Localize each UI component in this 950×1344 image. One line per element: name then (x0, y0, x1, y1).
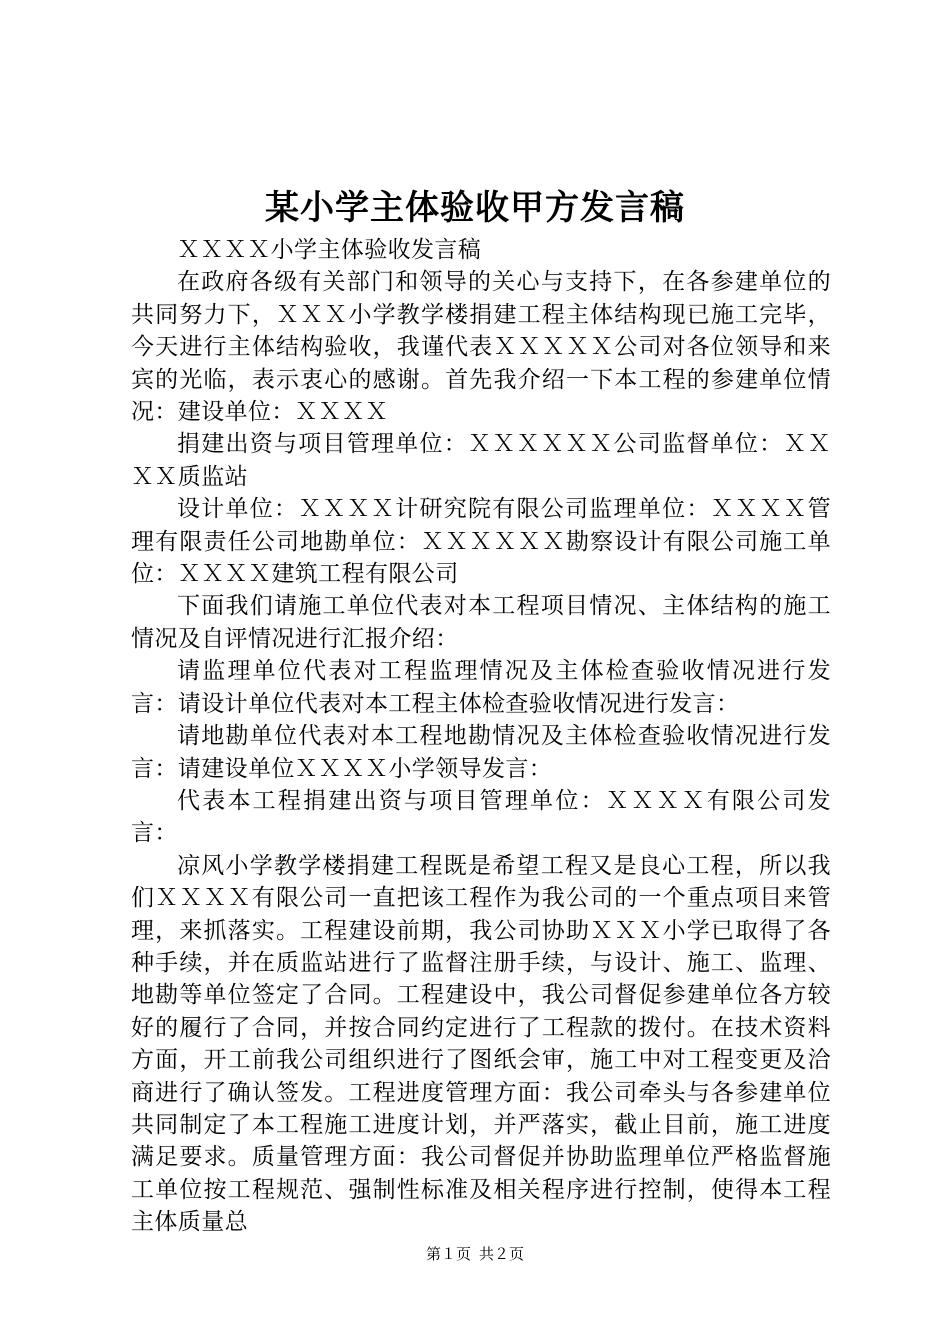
paragraph-funding-unit: 捐建出资与项目管理单位：ＸＸＸＸＸＸ公司监督单位：ＸＸＸＸ质监站 (131, 431, 831, 490)
paragraph-survey-speech: 请地勘单位代表对本工程地勘情况及主体检查验收情况进行发言：请建设单位ＸＸＸＸ小学领导发言： (131, 723, 831, 782)
page-footer (0, 1243, 950, 1265)
paragraph-construction-report: 下面我们请施工单位代表对本工程项目情况、主体结构的施工情况及自评情况进行汇报介绍： (131, 593, 831, 652)
paragraph-supervision-speech: 请监理单位代表对工程监理情况及主体检查验收情况进行发言：请设计单位代表对本工程主体检查验收情况进行发言： (131, 658, 831, 717)
page-number: 第１页 (425, 1245, 471, 1263)
paragraph-company-speech: 代表本工程捐建出资与项目管理单位：ＸＸＸＸ有限公司发言： (131, 787, 831, 847)
document-title: 某小学主体验收甲方发言稿 (265, 188, 685, 228)
paragraph-heading: ＸＸＸＸ小学主体验收发言稿 (177, 237, 482, 263)
paragraph-intro: 在政府各级有关部门和领导的关心与支持下，在各参建单位的共同努力下，ＸＸＸ小学教学楼捐建工程主体结构现已施工完毕，今天进行主体结构验收，我谨代表ＸＸＸＸＸ公司对各位领导和来宾的光临，表示衷心的感谢。首先我介绍一下本工程的参建单位情况：建设单位：ＸＸＸＸ (131, 269, 831, 426)
paragraph-design-unit: 设计单位：ＸＸＸＸ计研究院有限公司监理单位：ＸＸＸＸ管理有限责任公司地勘单位：ＸＸＸＸＸＸ勘察设计有限公司施工单位：ＸＸＸＸ建筑工程有限公司 (131, 496, 831, 588)
document-body (131, 234, 831, 1239)
paragraph-main-speech: 凉风小学教学楼捐建工程既是希望工程又是良心工程，所以我们ＸＸＸＸ有限公司一直把该工程作为我公司的一个重点项目来管理，来抓落实。工程建设前期，我公司协助ＸＸＸ小学已取得了各种手续，并在质监站进行了监督注册手续，与设计、施工、监理、地勘等单位签定了合同。工程建设中，我公司督促参建单位各方较好的履行了合同，并按合同约定进行了工程款的拨付。在技术资料方面，开工前我公司组织进行了图纸会审，施工中对工程变更及洽商进行了确认签发。工程进度管理方面：我公司牵头与各参建单位共同制定了本工程施工进度计划，并严落实，截止目前，施工进度满足要求。质量管理方面：我公司督促并协助监理单位严格监督施工单位按工程规范、强制性标准及相关程序进行控制，使得本工程主体质量总 (131, 852, 831, 1236)
page-total: 共２页 (479, 1245, 525, 1263)
